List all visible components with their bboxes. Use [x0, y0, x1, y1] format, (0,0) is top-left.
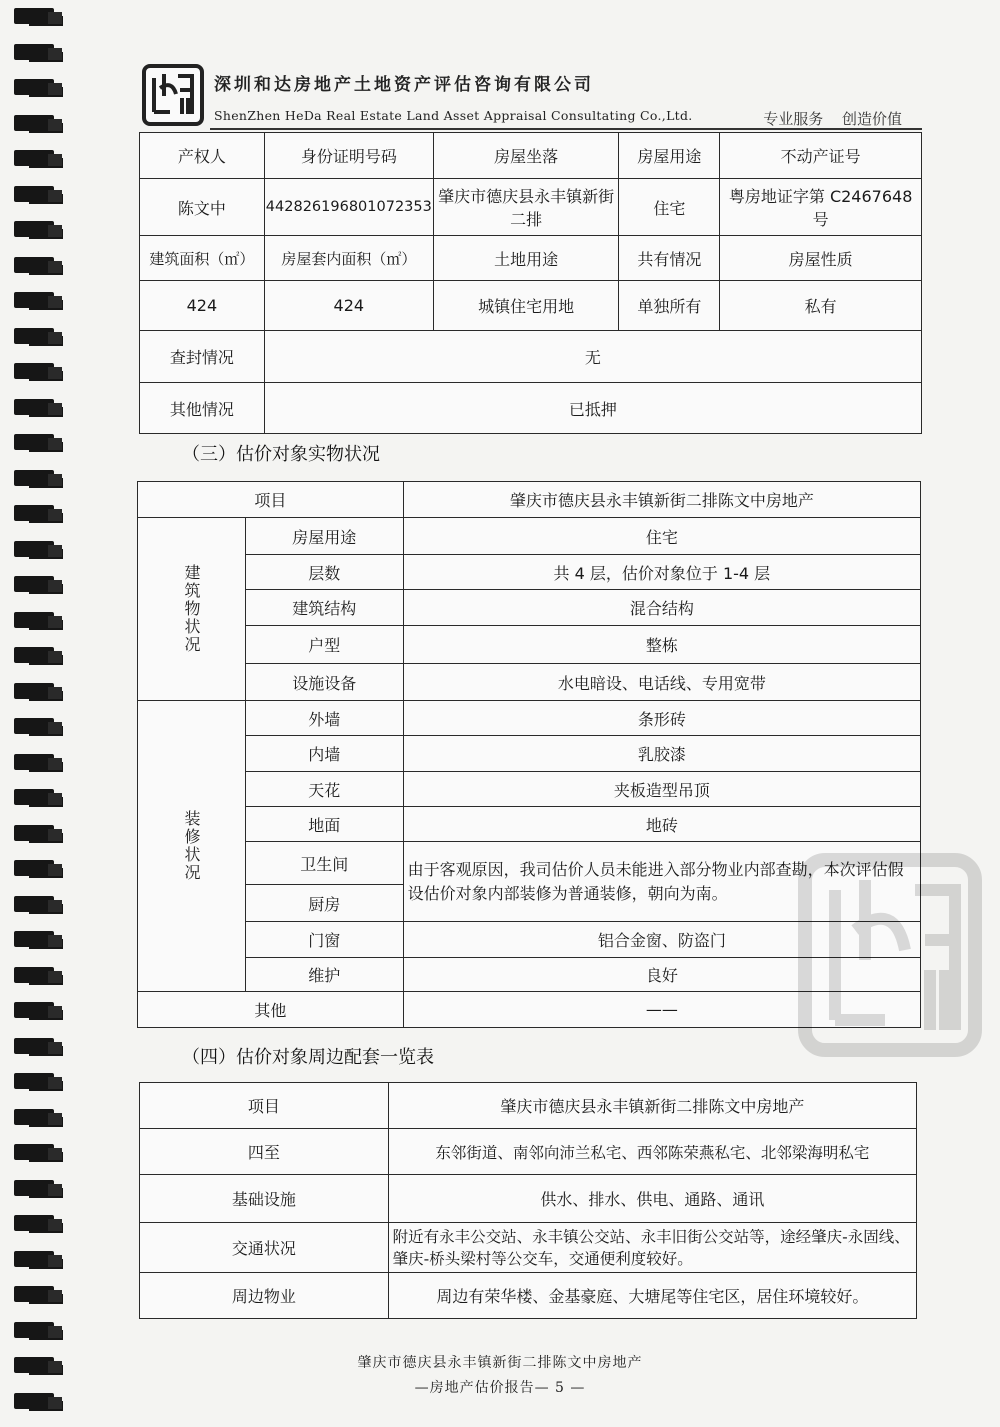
binding-hole — [14, 221, 54, 237]
binding-hole — [14, 683, 54, 699]
id-number: 442826196801072353 — [264, 179, 433, 236]
spiral-binding — [0, 0, 70, 1427]
row-label: 地面 — [245, 807, 403, 842]
binding-hole — [14, 328, 54, 344]
table-row — [140, 1129, 917, 1175]
table-row — [140, 179, 922, 236]
building-group-text: 建筑物状况 — [181, 564, 201, 654]
table-row — [140, 1083, 917, 1129]
row-value: 肇庆市德庆县永丰镇新街二排陈文中房地产 — [388, 1083, 916, 1129]
binding-hole — [14, 1322, 54, 1338]
other-status-value: 已抵押 — [264, 383, 921, 434]
row-value: 住宅 — [403, 518, 920, 555]
section-3-title: （三）估价对象实物状况 — [182, 444, 380, 465]
binding-hole — [14, 1180, 54, 1196]
table-row — [138, 807, 921, 842]
row-value: 水电暗设、电话线、专用宽带 — [403, 664, 920, 701]
land-use: 城镇住宅用地 — [433, 281, 619, 331]
row-value: 良好 — [403, 958, 920, 992]
header-cell: 产权人 — [140, 133, 265, 179]
row-label: 卫生间 — [245, 842, 403, 885]
header-cell: 土地用途 — [433, 236, 619, 281]
footer-page-number: —房地产估价报告— 5 — — [414, 1380, 586, 1396]
binding-hole — [14, 470, 54, 486]
company-slogan: 专业服务 创造价值 — [763, 110, 902, 128]
binding-hole — [14, 150, 54, 166]
row-value: —— — [403, 992, 920, 1028]
building-group-label — [138, 518, 246, 701]
row-value: 周边有荣华楼、金基豪庭、大塘尾等住宅区，居住环境较好。 — [388, 1273, 916, 1319]
property-use: 住宅 — [619, 179, 720, 236]
header-cell: 房屋坐落 — [433, 133, 619, 179]
table-row — [140, 1223, 917, 1273]
property-nature: 私有 — [720, 281, 922, 331]
row-label: 房屋用途 — [245, 518, 403, 555]
seal-status-label: 查封情况 — [140, 331, 265, 383]
table-row — [138, 772, 921, 807]
row-value: 乳胶漆 — [403, 736, 920, 772]
row-value: 条形砖 — [403, 701, 920, 736]
binding-hole — [14, 434, 54, 450]
binding-hole — [14, 1144, 54, 1160]
binding-hole — [14, 292, 54, 308]
row-value: 东邻街道、南邻向沛兰私宅、西邻陈荣燕私宅、北邻梁海明私宅 — [388, 1129, 916, 1175]
table-row — [138, 482, 921, 518]
table-row — [138, 664, 921, 701]
row-label: 基础设施 — [140, 1175, 389, 1223]
row-label: 维护 — [245, 958, 403, 992]
footer-property-name: 肇庆市德庆县永丰镇新街二排陈文中房地产 — [357, 1355, 643, 1371]
binding-hole — [14, 1073, 54, 1089]
row-label: 天花 — [245, 772, 403, 807]
binding-hole — [14, 1109, 54, 1125]
row-label: 四至 — [140, 1129, 389, 1175]
header-cell: 共有情况 — [619, 236, 720, 281]
header-cell: 建筑面积（㎡） — [140, 236, 265, 281]
table-row — [140, 1175, 917, 1223]
binding-hole — [14, 896, 54, 912]
interior-area: 424 — [264, 281, 433, 331]
bathroom-kitchen-note: 由于客观原因，我司估价人员未能进入部分物业内部查勘，本次评估假设估价对象内部装修为普通装修，朝向为南。 — [403, 842, 920, 922]
table-row — [138, 518, 921, 555]
header-divider — [210, 128, 922, 130]
table-row — [140, 236, 922, 281]
binding-hole — [14, 1215, 54, 1231]
table-row — [140, 281, 922, 331]
binding-hole — [14, 363, 54, 379]
row-label: 建筑结构 — [245, 590, 403, 626]
decoration-group-label — [138, 701, 246, 992]
co-ownership: 单独所有 — [619, 281, 720, 331]
binding-hole — [14, 1002, 54, 1018]
row-value: 铝合金窗、防盗门 — [403, 922, 920, 958]
binding-hole — [14, 1286, 54, 1302]
table-row — [138, 736, 921, 772]
binding-hole — [14, 931, 54, 947]
watermark-logo — [795, 850, 985, 1060]
binding-hole — [14, 44, 54, 60]
row-value: 整栋 — [403, 626, 920, 664]
seal-status-value: 无 — [264, 331, 921, 383]
row-value: 地砖 — [403, 807, 920, 842]
binding-hole — [14, 647, 54, 663]
row-value: 附近有永丰公交站、永丰镇公交站、永丰旧街公交站等，途经肇庆-永固线、肇庆-桥头梁村等公交车，交通便利度较好。 — [388, 1223, 916, 1273]
table-row — [140, 133, 922, 179]
binding-hole — [14, 79, 54, 95]
binding-hole — [14, 576, 54, 592]
row-label: 设施设备 — [245, 664, 403, 701]
surroundings-table — [139, 1082, 917, 1319]
table-row — [140, 1273, 917, 1319]
header-cell: 身份证明号码 — [264, 133, 433, 179]
item-value: 肇庆市德庆县永丰镇新街二排陈文中房地产 — [403, 482, 920, 518]
letterhead — [140, 62, 920, 132]
row-value: 共 4 层，估价对象位于 1-4 层 — [403, 555, 920, 590]
binding-hole — [14, 612, 54, 628]
binding-hole — [14, 754, 54, 770]
table-row — [138, 701, 921, 736]
binding-hole — [14, 1251, 54, 1267]
section-4-title: （四）估价对象周边配套一览表 — [182, 1047, 434, 1068]
building-area: 424 — [140, 281, 265, 331]
row-label: 项目 — [140, 1083, 389, 1129]
decoration-group-text: 装修状况 — [181, 810, 201, 882]
row-label: 门窗 — [245, 922, 403, 958]
binding-hole — [14, 967, 54, 983]
table-row — [138, 555, 921, 590]
binding-hole — [14, 1038, 54, 1054]
table-row — [140, 383, 922, 434]
binding-hole — [14, 257, 54, 273]
header-cell: 房屋性质 — [720, 236, 922, 281]
row-label: 外墙 — [245, 701, 403, 736]
binding-hole — [14, 115, 54, 131]
certificate-number: 粤房地证字第 C2467648 号 — [720, 179, 922, 236]
binding-hole — [14, 505, 54, 521]
row-value: 夹板造型吊顶 — [403, 772, 920, 807]
row-label: 户型 — [245, 626, 403, 664]
header-cell: 房屋套内面积（㎡） — [264, 236, 433, 281]
row-label: 周边物业 — [140, 1273, 389, 1319]
company-name-cn: 深圳和达房地产土地资产评估咨询有限公司 — [214, 75, 594, 95]
header-cell: 房屋用途 — [619, 133, 720, 179]
binding-hole — [14, 860, 54, 876]
binding-hole — [14, 186, 54, 202]
table-row — [140, 331, 922, 383]
row-value: 混合结构 — [403, 590, 920, 626]
binding-hole — [14, 541, 54, 557]
company-logo — [142, 64, 204, 126]
table-row — [138, 626, 921, 664]
row-value: 供水、排水、供电、通路、通讯 — [388, 1175, 916, 1223]
binding-hole — [14, 825, 54, 841]
owner-name: 陈文中 — [140, 179, 265, 236]
row-label: 交通状况 — [140, 1223, 389, 1273]
row-label: 内墙 — [245, 736, 403, 772]
binding-hole — [14, 718, 54, 734]
row-label: 厨房 — [245, 885, 403, 922]
ownership-table — [139, 132, 922, 434]
header-cell: 不动产证号 — [720, 133, 922, 179]
item-label: 项目 — [138, 482, 404, 518]
property-location: 肇庆市德庆县永丰镇新街二排 — [433, 179, 619, 236]
row-label: 层数 — [245, 555, 403, 590]
row-label: 其他 — [138, 992, 404, 1028]
company-name-en: ShenZhen HeDa Real Estate Land Asset Appraisal Consultating Co.,Ltd. — [214, 108, 693, 123]
other-status-label: 其他情况 — [140, 383, 265, 434]
table-row — [138, 590, 921, 626]
binding-hole — [14, 8, 54, 24]
binding-hole — [14, 399, 54, 415]
binding-hole — [14, 789, 54, 805]
